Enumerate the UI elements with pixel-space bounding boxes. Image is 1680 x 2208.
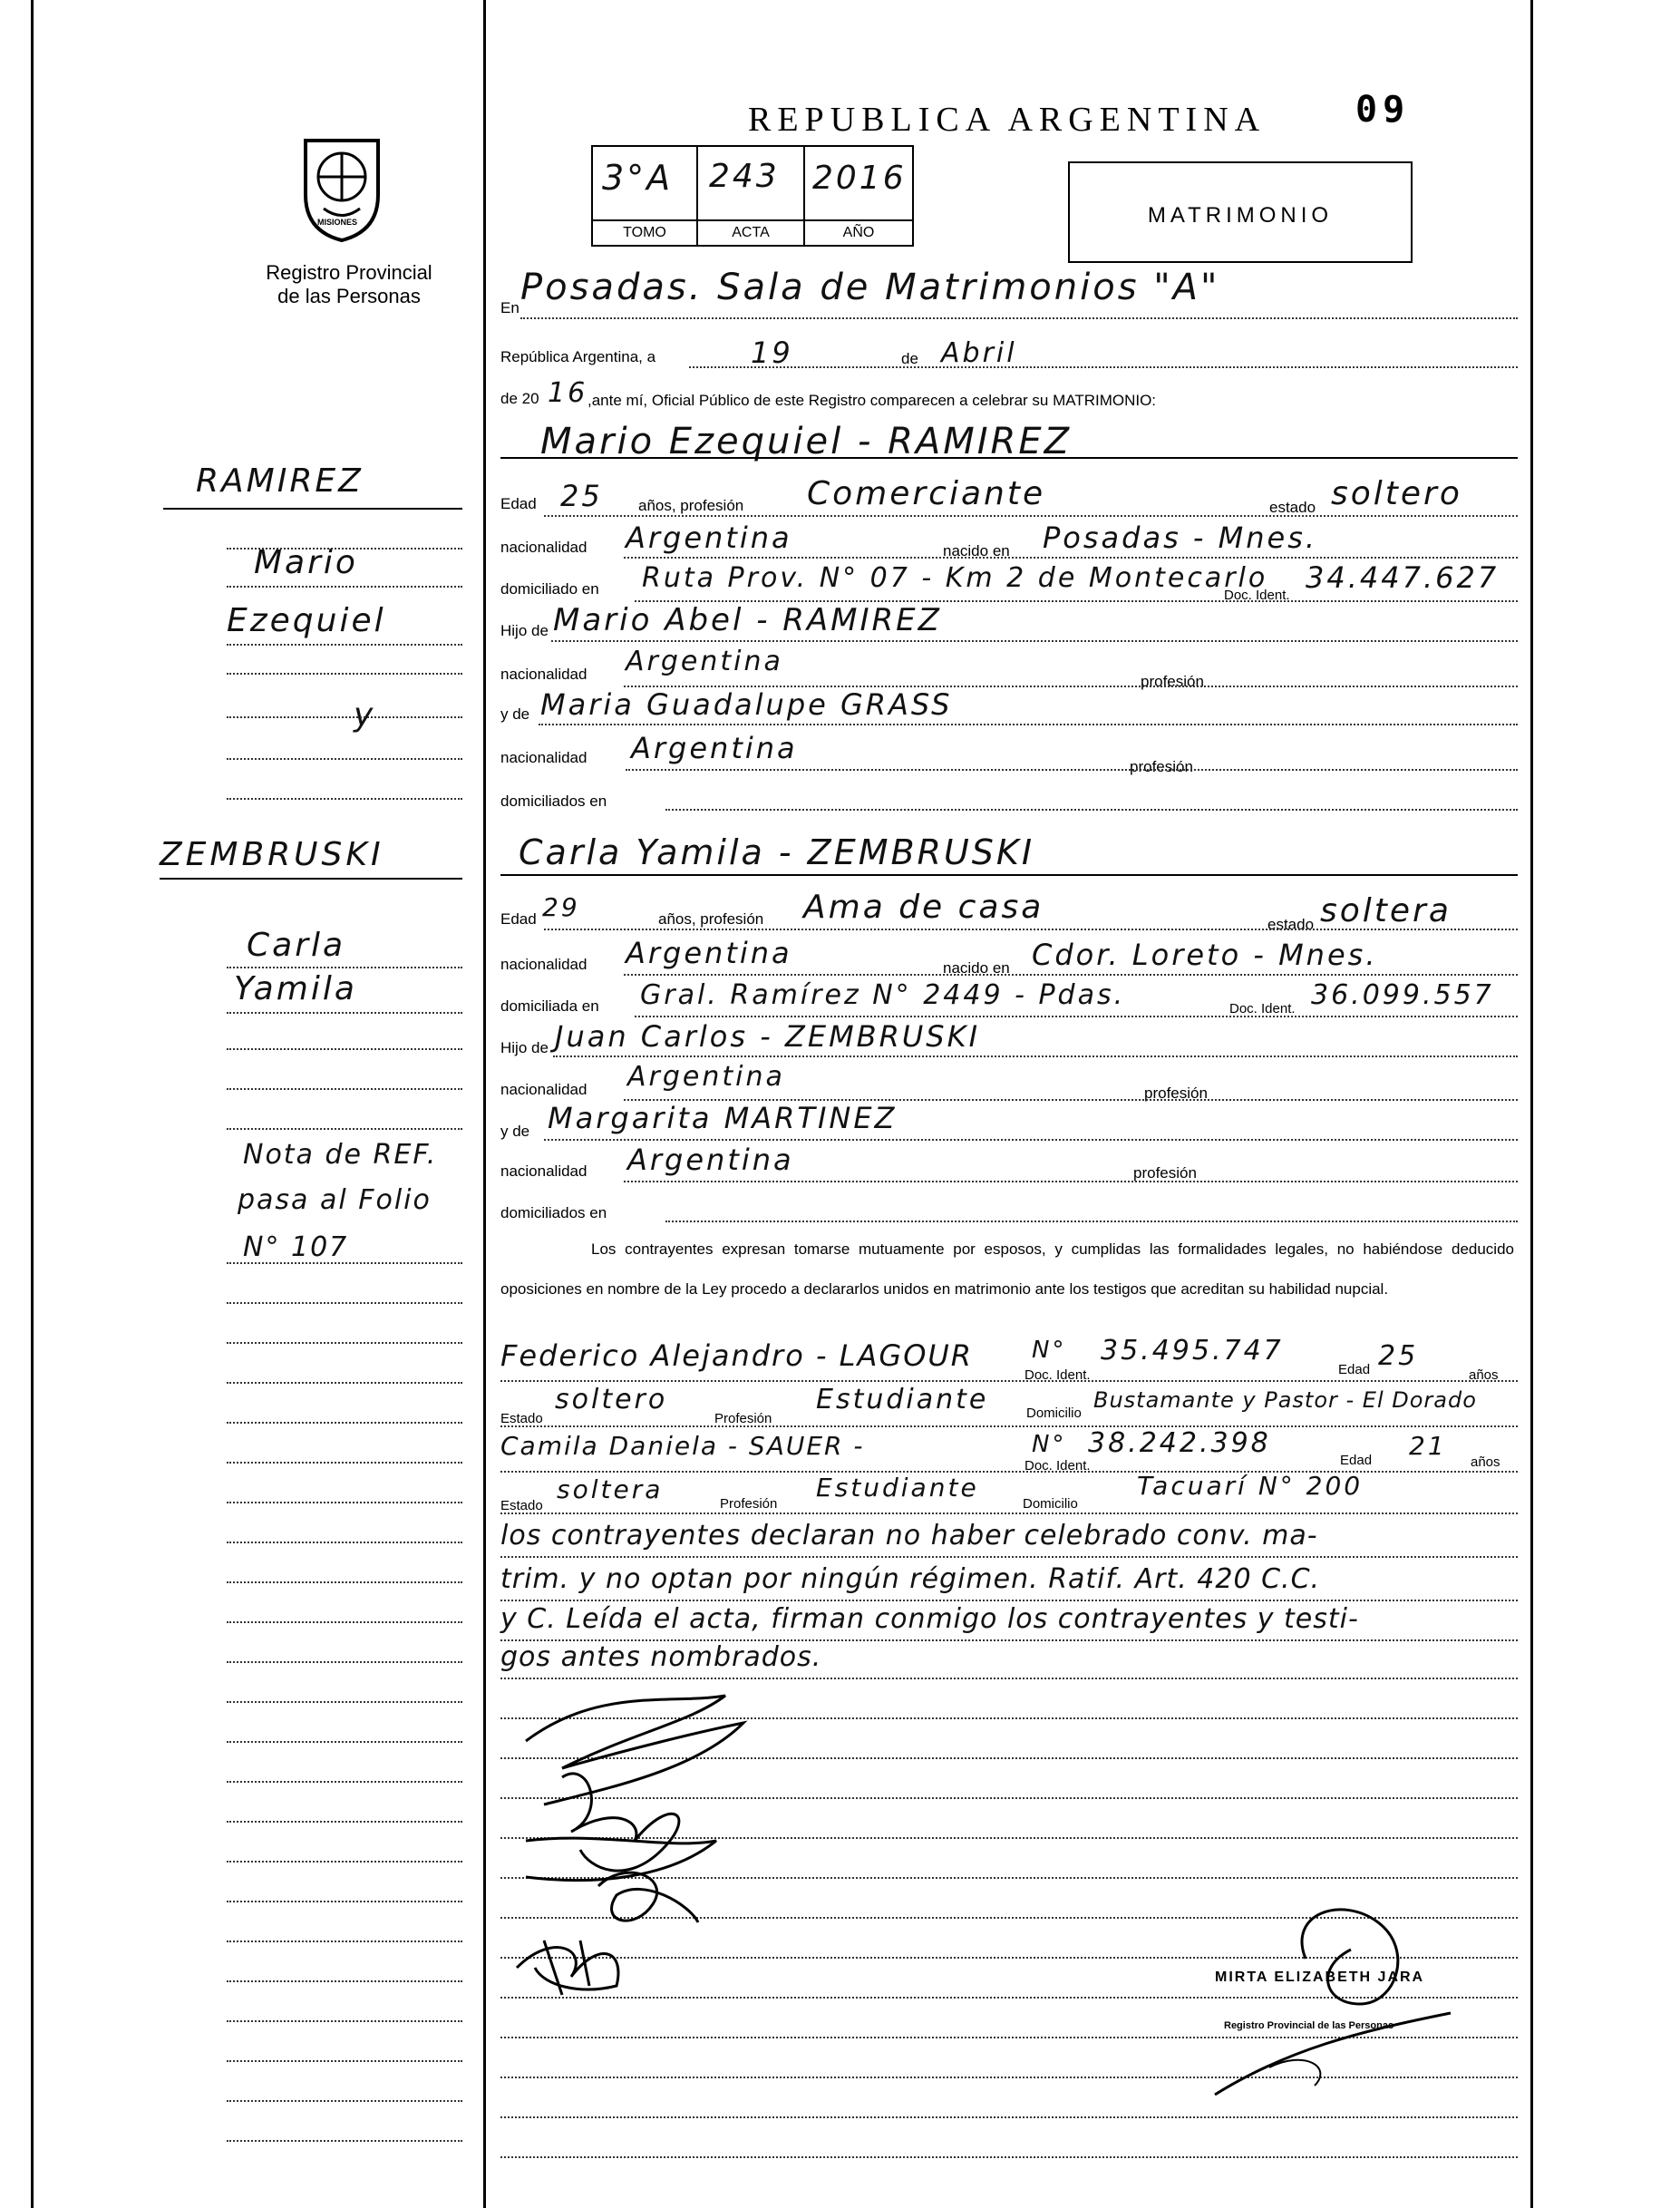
groom-mother-line — [539, 724, 1518, 725]
margin-note-line3: N° 107 — [243, 1231, 349, 1263]
witness2-line — [500, 1471, 1518, 1473]
witness2-domicilio-label: Domicilio — [1023, 1496, 1078, 1512]
bride-nacionalidad-label: nacionalidad — [500, 956, 588, 973]
closing-line-4: gos antes nombrados. — [500, 1641, 822, 1673]
margin-line-4 — [160, 878, 462, 880]
margin-bride-first1: Carla — [247, 927, 346, 964]
bride-anos-profesion-label: años, profesión — [658, 910, 764, 928]
groom-father: Mario Abel - RAMIREZ — [553, 602, 942, 638]
witness1-doc-number: 35.495.747 — [1101, 1335, 1284, 1367]
witness2-doc-number: 38.242.398 — [1088, 1427, 1271, 1459]
groom-edad-line — [544, 515, 1518, 517]
bride-nacionalidad-line — [624, 974, 1518, 976]
margin-ruled-line — [227, 758, 462, 760]
bride-birthplace: Cdor. Loreto - Mnes. — [1032, 938, 1378, 972]
witness2-anos-label: años — [1471, 1454, 1500, 1470]
groom-mother-profesion-label: profesión — [1130, 758, 1193, 775]
groom-doc-label: Doc. Ident. — [1224, 588, 1290, 603]
margin-line-1 — [163, 508, 462, 510]
margin-ruled-line — [227, 2100, 462, 2102]
bride-father: Juan Carlos - ZEMBRUSKI — [555, 1019, 981, 1054]
margin-ruled-line — [227, 716, 462, 718]
witness2-profession: Estudiante — [816, 1473, 979, 1503]
ano-label-cell — [803, 219, 914, 247]
bride-full-name: Carla Yamila - ZEMBRUSKI — [519, 832, 1035, 872]
groom-profession: Comerciante — [807, 475, 1046, 512]
margin-ruled-line — [227, 1462, 462, 1464]
groom-mother: Maria Guadalupe GRASS — [540, 687, 953, 722]
witness1-doc-prefix: N° — [1032, 1337, 1067, 1364]
margin-groom-first2: Ezequiel — [227, 602, 386, 639]
country-title: REPUBLICA ARGENTINA — [748, 101, 1267, 139]
bride-doc-number: 36.099.557 — [1311, 979, 1494, 1011]
margin-line-3 — [227, 644, 462, 646]
bride-hijo-line — [553, 1055, 1518, 1057]
bride-profession: Ama de casa — [803, 889, 1044, 926]
witness1-edad-label: Edad — [1338, 1362, 1371, 1377]
tomo-value: 3°A — [602, 158, 674, 198]
margin-ruled-line — [227, 798, 462, 800]
registry-name-line1: Registro Provincial — [266, 261, 432, 284]
bride-name-line — [500, 874, 1518, 876]
closing-line-2-rule — [500, 1600, 1518, 1601]
groom-age: 25 — [560, 479, 603, 513]
bride-edad-line — [544, 929, 1518, 930]
place-line — [520, 317, 1518, 319]
margin-ruled-line — [227, 1781, 462, 1783]
groom-father-profesion-label: profesión — [1141, 673, 1204, 690]
witness1-marital-status: soltero — [555, 1384, 668, 1415]
official-stamp-institution: Registro Provincial de las Personas — [1224, 2020, 1394, 2031]
seal-text: MISIONES — [317, 218, 358, 227]
official-stamp-name: MIRTA ELIZABETH JARA — [1215, 1970, 1425, 1985]
margin-ruled-line — [227, 1741, 462, 1743]
margin-ruled-line — [227, 1980, 462, 1982]
witness2-estado-label: Estado — [500, 1498, 543, 1513]
acta-cell — [696, 145, 805, 221]
groom-estado-label: estado — [1269, 499, 1316, 516]
provincial-seal — [292, 127, 392, 245]
margin-divider-line — [483, 0, 486, 2208]
margin-line-2 — [227, 586, 462, 588]
bride-marital-status: soltera — [1320, 892, 1452, 929]
declaration-text: Los contrayentes expresan tomarse mutuamente por esposos, y cumplidas las formalidades legales, no habiéndose deducido oposiciones en nombre de la Ley procedo a declararlos unidos en matrimonio ante los testigos que acreditan su habilidad nupcial. — [500, 1240, 1514, 1298]
groom-nacionalidad-line — [624, 557, 1518, 559]
bride-father-nacionalidad-label: nacionalidad — [500, 1081, 588, 1098]
day-value: 19 — [751, 336, 793, 370]
registry-name-line2: de las Personas — [277, 285, 421, 307]
margin-ruled-line — [227, 1901, 462, 1902]
witness1-address: Bustamante y Pastor - El Dorado — [1093, 1387, 1477, 1413]
bride-nacido-label: nacido en — [943, 959, 1010, 977]
groom-y-de-label: y de — [500, 705, 530, 723]
margin-conjunction: y — [354, 696, 376, 734]
bride-hijo-label: Hijo de — [500, 1039, 549, 1056]
margin-line-6 — [227, 1012, 462, 1014]
bride-edad-label: Edad — [500, 910, 537, 928]
witness1-profession: Estudiante — [816, 1384, 989, 1415]
bride-mother-nacionalidad-label: nacionalidad — [500, 1162, 588, 1180]
margin-note-line2: pasa al Folio — [238, 1184, 432, 1216]
closing-line-1: los contrayentes declaran no haber celebrado conv. ma- — [500, 1520, 1318, 1551]
month-value: Abril — [941, 337, 1017, 369]
closing-line-2: trim. y no optan por ningún régimen. Ratif. Art. 420 C.C. — [500, 1563, 1321, 1595]
margin-note-line1: Nota de REF. — [243, 1139, 438, 1171]
acta-value: 243 — [709, 158, 780, 195]
groom-doc-number: 34.447.627 — [1306, 560, 1500, 595]
witness1-estado-label: Estado — [500, 1411, 543, 1426]
groom-domiciliados-line — [665, 809, 1518, 811]
bride-nationality: Argentina — [626, 936, 792, 970]
groom-domiciliado-label: domiciliado en — [500, 580, 599, 598]
groom-birthplace: Posadas - Mnes. — [1043, 520, 1318, 555]
groom-marital-status: soltero — [1331, 475, 1462, 512]
groom-anos-profesion-label: años, profesión — [638, 497, 744, 514]
witness2-estado-line — [500, 1513, 1518, 1514]
groom-edad-label: Edad — [500, 495, 537, 512]
witness1-domicilio-label: Domicilio — [1026, 1406, 1082, 1421]
bride-address: Gral. Ramírez N° 2449 - Pdas. — [640, 979, 1126, 1011]
ruled-line — [500, 2156, 1518, 2158]
bride-mother-nationality: Argentina — [627, 1143, 794, 1177]
ruled-line — [500, 2116, 1518, 2118]
folio-number: 09 — [1355, 89, 1411, 131]
groom-mother-nationality: Argentina — [631, 731, 798, 765]
closing-line-3: y C. Leída el acta, firman conmigo los contrayentes y testi- — [500, 1603, 1359, 1635]
margin-ruled-line — [227, 1422, 462, 1424]
official-signature — [1179, 1886, 1505, 2104]
margin-groom-surname: RAMIREZ — [196, 462, 364, 500]
witness1-age: 25 — [1378, 1340, 1419, 1372]
bride-doc-label: Doc. Ident. — [1229, 1001, 1296, 1016]
ano-cell — [803, 145, 914, 221]
margin-ruled-line — [227, 1821, 462, 1823]
groom-father-nationality: Argentina — [626, 646, 783, 677]
margin-ruled-line — [227, 2140, 462, 2142]
witness2-address: Tacuarí N° 200 — [1137, 1471, 1364, 1501]
margin-ruled-line — [227, 2060, 462, 2062]
margin-ruled-line — [227, 1302, 462, 1304]
closing-line-1-rule — [500, 1556, 1518, 1558]
margin-ruled-line — [227, 1262, 462, 1264]
margin-bride-surname: ZEMBRUSKI — [160, 836, 384, 873]
bride-domiciliada-label: domiciliada en — [500, 997, 599, 1015]
witness1-doc-label: Doc. Ident. — [1025, 1367, 1091, 1383]
bride-domicilio-line — [635, 1016, 1518, 1017]
witness2-edad-label: Edad — [1340, 1453, 1373, 1468]
record-box — [591, 145, 914, 254]
margin-bride-first2: Yamila — [234, 970, 357, 1007]
registry-name — [218, 261, 481, 308]
bride-mother: Margarita MARTINEZ — [548, 1101, 898, 1135]
groom-mother-nacionalidad-label: nacionalidad — [500, 749, 588, 766]
groom-full-name: Mario Ezequiel - RAMIREZ — [540, 421, 1073, 462]
bride-father-profesion-label: profesión — [1144, 1085, 1208, 1102]
margin-ruled-line — [227, 548, 462, 550]
signatures — [490, 1668, 1034, 2013]
witness2-name: Camila Daniela - SAUER - — [500, 1431, 865, 1461]
bride-mother-nat-line — [624, 1181, 1518, 1182]
margin-ruled-line — [227, 1581, 462, 1583]
witness2-marital-status: soltera — [557, 1474, 664, 1504]
left-edge-line — [31, 0, 34, 2208]
groom-nacionalidad-label: nacionalidad — [500, 539, 588, 556]
groom-nationality: Argentina — [626, 520, 792, 555]
groom-father-nacionalidad-label: nacionalidad — [500, 666, 588, 683]
witness2-doc-prefix: N° — [1032, 1431, 1067, 1458]
groom-hijo-line — [551, 640, 1518, 642]
witness1-anos-label: años — [1469, 1367, 1499, 1383]
groom-domiciliados-label: domiciliados en — [500, 793, 607, 810]
bride-estado-label: estado — [1267, 916, 1315, 933]
tomo-cell — [591, 145, 698, 221]
margin-ruled-line — [227, 1128, 462, 1130]
en-label: En — [500, 299, 520, 316]
margin-ruled-line — [227, 1382, 462, 1384]
document-type-box — [1068, 161, 1413, 263]
margin-ruled-line — [227, 1048, 462, 1050]
ano-label: AÑO — [842, 225, 875, 240]
bride-mother-profesion-label: profesión — [1133, 1164, 1197, 1182]
groom-hijo-label: Hijo de — [500, 622, 549, 639]
margin-ruled-line — [227, 1088, 462, 1090]
bride-y-de-label: y de — [500, 1123, 530, 1140]
document-type-label: MATRIMONIO — [1147, 203, 1334, 228]
margin-ruled-line — [227, 1542, 462, 1543]
right-border-line — [1530, 0, 1533, 2208]
bride-age: 29 — [542, 892, 580, 922]
margin-ruled-line — [227, 1941, 462, 1942]
margin-ruled-line — [227, 1342, 462, 1344]
year-prefix: de 20 — [500, 390, 539, 407]
margin-ruled-line — [227, 1701, 462, 1703]
margin-ruled-line — [227, 1661, 462, 1663]
margin-groom-first1: Mario — [254, 544, 358, 581]
witness1-line — [500, 1380, 1518, 1382]
witness1-profesion-label: Profesión — [714, 1411, 772, 1426]
witness1-name: Federico Alejandro - LAGOUR — [500, 1338, 974, 1373]
bride-domiciliados-label: domiciliados en — [500, 1204, 607, 1221]
de-label: de — [901, 350, 918, 367]
republica-label: República Argentina, a — [500, 348, 656, 365]
margin-line-5 — [227, 967, 462, 968]
year-suffix: 16 — [548, 377, 588, 409]
witness2-profesion-label: Profesión — [720, 1496, 778, 1512]
groom-mother-nat-line — [626, 769, 1518, 771]
margin-ruled-line — [227, 1502, 462, 1503]
bride-father-nationality: Argentina — [627, 1061, 785, 1093]
bride-mother-line — [544, 1139, 1518, 1141]
witness2-age: 21 — [1409, 1431, 1447, 1461]
bride-domiciliados-line — [665, 1221, 1518, 1222]
acta-label-cell — [696, 219, 805, 247]
place-value: Posadas. Sala de Matrimonios "A" — [520, 267, 1220, 308]
date-line — [689, 366, 1518, 368]
acta-label: ACTA — [732, 225, 770, 240]
margin-ruled-line — [227, 1861, 462, 1863]
margin-ruled-line — [227, 1621, 462, 1623]
groom-address: Ruta Prov. N° 07 - Km 2 de Montecarlo — [642, 562, 1268, 594]
ante-text: ,ante mí, Oficial Público de este Registro comparecen a celebrar su MATRIMONIO: — [588, 392, 1157, 409]
witness1-estado-line — [500, 1425, 1518, 1427]
tomo-label: TOMO — [623, 225, 666, 240]
groom-nacido-label: nacido en — [943, 542, 1010, 559]
margin-ruled-line — [227, 2020, 462, 2022]
ano-value: 2016 — [812, 160, 907, 197]
groom-name-line — [500, 457, 1518, 459]
witness2-doc-label: Doc. Ident. — [1025, 1458, 1091, 1474]
tomo-label-cell — [591, 219, 698, 247]
margin-ruled-line — [227, 673, 462, 675]
